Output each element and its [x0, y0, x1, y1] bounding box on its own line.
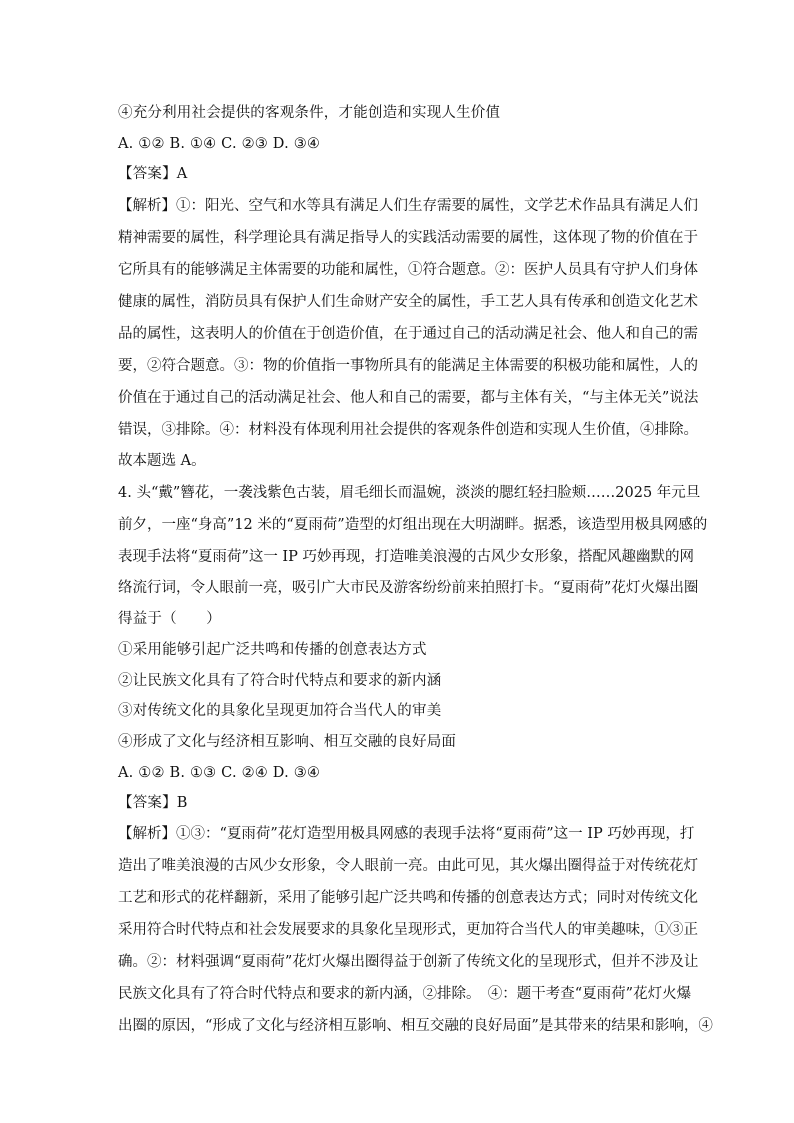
- q4-stem-line: 前夕，一座“身高”12 米的“夏雨荷”造型的灯组出现在大明湖畔。据悉，该造型用极具网感的: [118, 517, 708, 533]
- q3-choices: A. ①② B. ①④ C. ②③ D. ③④: [118, 136, 321, 152]
- q4-option: ④形成了文化与经济相互影响、相互交融的良好局面: [118, 734, 457, 750]
- q3-analysis-line: 价值在于通过自己的活动满足社会、他人和自己的需要，都与主体有关，“与主体无关”说法: [118, 390, 699, 406]
- q4-answer: 【答案】B: [118, 795, 188, 811]
- q4-analysis-line: 民族文化具有了符合时代特点和要求的新内涵，②排除。 ④：题干考查“夏雨荷”花灯火爆: [118, 986, 692, 1002]
- q4-analysis-line: 工艺和形式的花样翻新，采用了能够引起广泛共鸣和传播的创意表达方式；同时对传统文化: [118, 890, 698, 906]
- q4-analysis-line: 出圈的原因，“形成了文化与经济相互影响、相互交融的良好局面”是其带来的结果和影响，④: [118, 1018, 713, 1034]
- q3-analysis-line: 要，②符合题意。③：物的价值指一事物所具有的能满足主体需要的积极功能和属性，人的: [118, 358, 698, 374]
- q4-stem-line: 4. 头“戴”簪花，一袭浅紫色古装，眉毛细长而温婉，淡淡的腮红轻扫脸颊……2025 年元旦: [118, 485, 701, 501]
- q3-analysis-line: 品的属性，这表明人的价值在于创造价值，在于通过自己的活动满足社会、他人和自己的需: [118, 326, 698, 342]
- q3-analysis-line: 健康的属性，消防员具有保护人们生命财产安全的属性，手工艺人具有传承和创造文化艺术: [118, 294, 698, 310]
- q3-analysis-line: 精神需要的属性，科学理论具有满足指导人的实践活动需要的属性，这体现了物的价值在于: [118, 230, 698, 246]
- q3-answer: 【答案】A: [118, 166, 188, 182]
- q4-option: ①采用能够引起广泛共鸣和传播的创意表达方式: [118, 642, 427, 658]
- q3-analysis-line: 故本题选 A。: [118, 453, 206, 469]
- q4-option: ②让民族文化具有了符合时代特点和要求的新内涵: [118, 673, 442, 689]
- q3-analysis-line: 【解析】①：阳光、空气和水等具有满足人们生存需要的属性，文学艺术作品具有满足人们: [118, 198, 698, 214]
- q4-option: ③对传统文化的具象化呈现更加符合当代人的审美: [118, 703, 442, 719]
- q3-option-4: ④充分利用社会提供的客观条件，才能创造和实现人生价值: [118, 105, 501, 121]
- q4-analysis-line: 【解析】①③：“夏雨荷”花灯造型用极具网感的表现手法将“夏雨荷”这一 IP 巧妙再现，打: [118, 826, 695, 842]
- q4-choices: A. ①② B. ①③ C. ②④ D. ③④: [118, 765, 321, 781]
- q4-stem-line: 表现手法将“夏雨荷”这一 IP 巧妙再现，打造唯美浪漫的古风少女形象，搭配风趣幽默的网: [118, 549, 695, 565]
- q4-analysis-line: 确。②：材料强调“夏雨荷”花灯火爆出圈得益于创新了传统文化的呈现形式，但并不涉及让: [118, 954, 699, 970]
- q4-analysis-line: 采用符合时代特点和社会发展要求的具象化呈现形式，更加符合当代人的审美趣味，①③正: [118, 922, 698, 938]
- q3-analysis-line: 错误，③排除。④：材料没有体现利用社会提供的客观条件创造和实现人生价值，④排除。: [118, 422, 698, 438]
- q4-stem-line: 得益于（ ）: [118, 611, 221, 627]
- q4-analysis-line: 造出了唯美浪漫的古风少女形象，令人眼前一亮。由此可见，其火爆出圈得益于对传统花灯: [118, 858, 698, 874]
- q4-stem-line: 络流行词，令人眼前一亮，吸引广大市民及游客纷纷前来拍照打卡。“夏雨荷”花灯火爆出圈: [118, 580, 699, 596]
- q3-analysis-line: 它所具有的能够满足主体需要的功能和属性，①符合题意。②：医护人员具有守护人们身体: [118, 262, 698, 278]
